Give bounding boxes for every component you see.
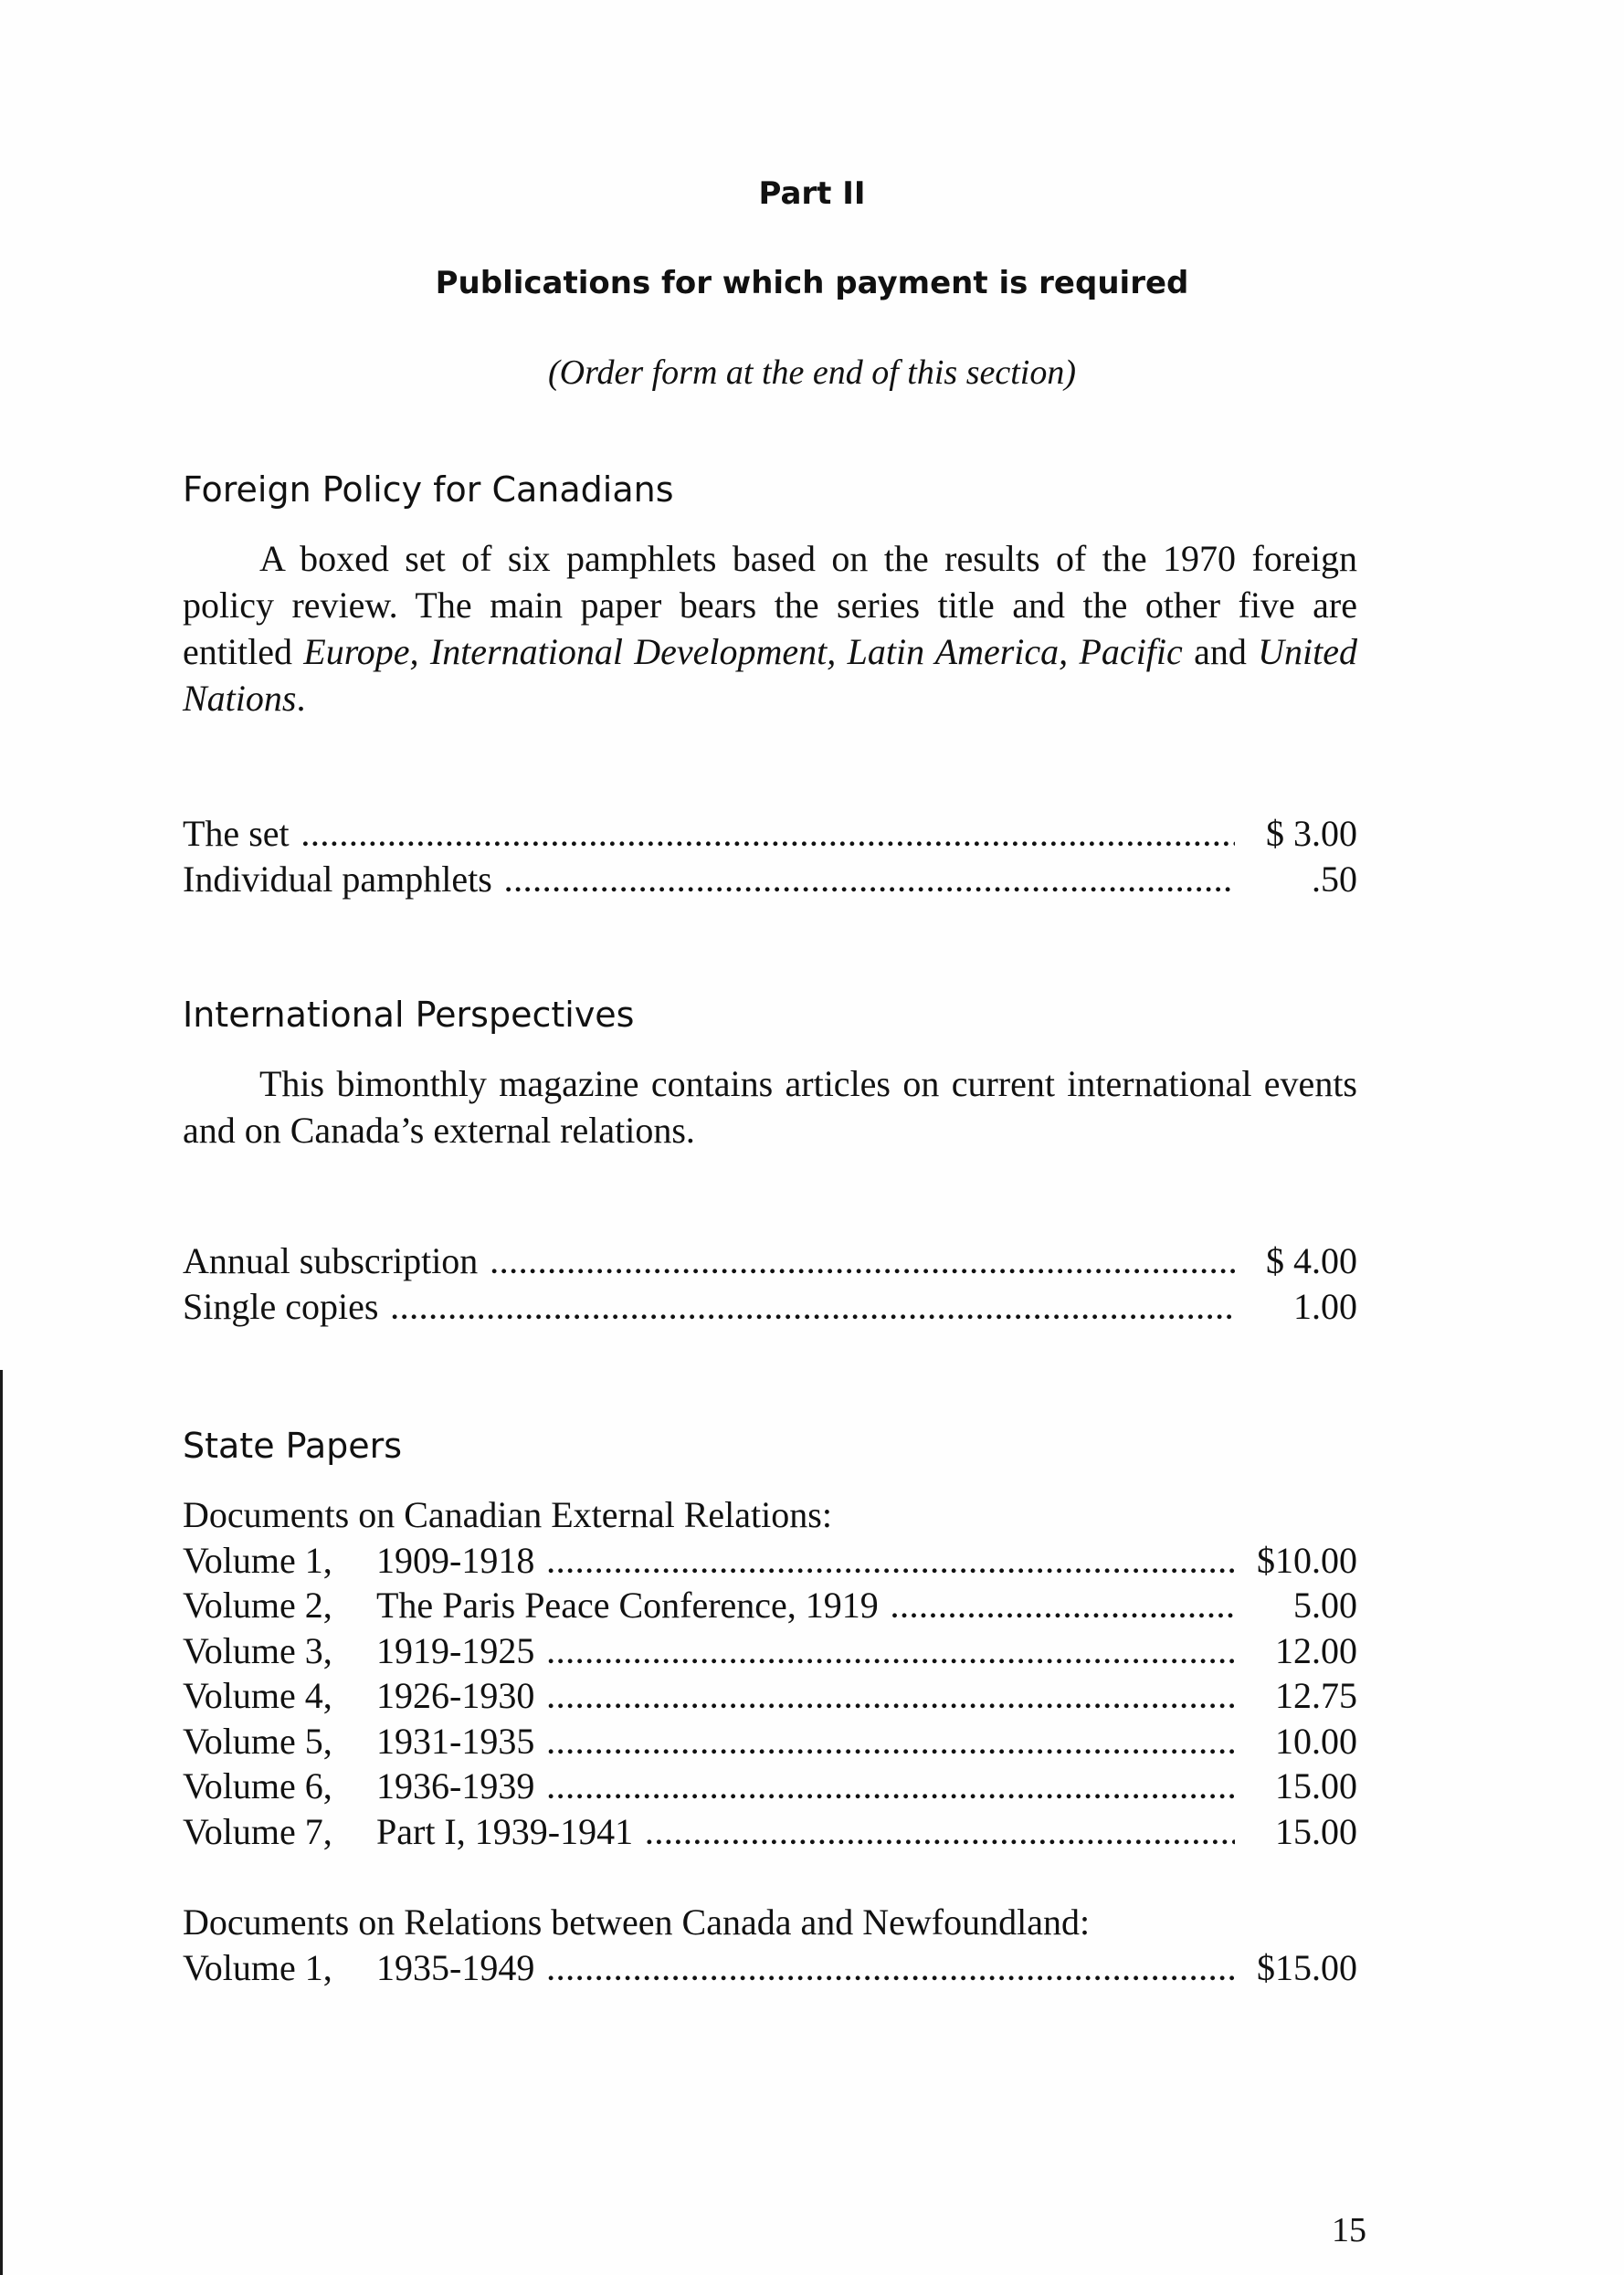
price-value: 12.75 [1275, 1675, 1357, 1716]
volume-row [183, 1628, 1357, 1674]
volume-number: Volume 1, [183, 1539, 332, 1581]
pamphlet-title-united-nations: United Nations [183, 631, 1358, 719]
dot-leader [547, 1949, 1235, 1995]
volume-row [183, 1719, 1357, 1764]
volume-row [183, 1764, 1357, 1809]
dot-leader [547, 1632, 1235, 1678]
price-value: $ 3.00 [1266, 813, 1357, 854]
volume-number: Volume 6, [183, 1765, 332, 1806]
volume-subject: 1909-1918 [376, 1539, 535, 1581]
pamphlet-title-europe: Europe, [303, 631, 419, 672]
price-label: Annual subscription [183, 1240, 479, 1281]
volume-label [183, 1809, 646, 1855]
price-label: Single copies [183, 1285, 379, 1327]
volume-label [183, 1583, 891, 1628]
volume-row [183, 1945, 1357, 1991]
section-heading-state-papers: State Papers [183, 1426, 403, 1466]
price-row [183, 857, 1357, 902]
volume-label [183, 1673, 547, 1719]
price-value: 1.00 [1293, 1285, 1357, 1327]
description-text: A boxed set of six pamphlets based on the results of the 1970 foreign policy review. The main paper bears the series title and the other five are entitled [183, 538, 1357, 672]
volume-row [183, 1673, 1357, 1719]
international-perspectives-price-list [183, 1238, 1357, 1329]
international-perspectives-description: This bimonthly magazine contains articles on current international events and on Canada’s external relations. [183, 1063, 1357, 1151]
external-relations-list [183, 1492, 1357, 1854]
price-value: 5.00 [1293, 1585, 1357, 1626]
price-row [183, 811, 1357, 857]
volume-number: Volume 7, [183, 1810, 332, 1852]
dot-leader [547, 1542, 1235, 1587]
price-value: .50 [1312, 858, 1357, 900]
dot-leader [505, 860, 1235, 906]
volume-label [183, 1628, 547, 1674]
volume-subject: 1935-1949 [376, 1946, 535, 1988]
volume-number: Volume 4, [183, 1675, 332, 1716]
volume-row [183, 1809, 1357, 1855]
page-number: 15 [1332, 2211, 1366, 2249]
price-label: The set [183, 813, 290, 854]
volume-subject: 1919-1925 [376, 1629, 535, 1671]
dot-leader [547, 1767, 1235, 1813]
dot-leader [391, 1288, 1235, 1333]
volume-subject: The Paris Peace Conference, 1919 [376, 1585, 879, 1626]
volume-subject: 1936-1939 [376, 1765, 535, 1806]
volume-subject: 1926-1930 [376, 1675, 535, 1716]
price-row [183, 1238, 1357, 1284]
price-value: 15.00 [1275, 1810, 1357, 1852]
dot-leader [490, 1242, 1235, 1288]
volume-label [183, 1538, 547, 1584]
dot-leader [547, 1677, 1235, 1722]
order-form-note: (Order form at the end of this section) [547, 353, 1076, 392]
list-heading-external-relations: Documents on Canadian External Relations: [183, 1494, 832, 1535]
price-value: $10.00 [1257, 1539, 1357, 1581]
volume-subject: Part I, 1939-1941 [376, 1810, 634, 1852]
volume-number: Volume 1, [183, 1946, 332, 1988]
foreign-policy-price-list [183, 811, 1357, 901]
list-heading-newfoundland: Documents on Relations between Canada and Newfoundland: [183, 1901, 1091, 1943]
sentence-end: . [296, 678, 306, 719]
price-row [183, 1284, 1357, 1330]
conjunction: and [1194, 631, 1247, 672]
newfoundland-list [183, 1900, 1357, 1990]
page-edge-shadow [0, 1370, 3, 2275]
price-label: Individual pamphlets [183, 858, 492, 900]
volume-label [183, 1764, 547, 1809]
dot-leader [302, 815, 1235, 860]
volume-number: Volume 2, [183, 1585, 332, 1626]
price-value: $15.00 [1257, 1946, 1357, 1988]
part-heading: Part II [758, 175, 866, 212]
price-value: 10.00 [1275, 1720, 1357, 1762]
price-value: 15.00 [1275, 1765, 1357, 1806]
volume-number: Volume 5, [183, 1720, 332, 1762]
foreign-policy-description [183, 535, 1357, 721]
dot-leader [891, 1586, 1235, 1632]
page-title: Publications for which payment is required [435, 265, 1189, 301]
pamphlet-title-latin-america: Latin America, [847, 631, 1069, 672]
volume-label [183, 1945, 547, 1991]
volume-row [183, 1538, 1357, 1584]
price-value: 12.00 [1275, 1629, 1357, 1671]
volume-row [183, 1583, 1357, 1628]
pamphlet-title-pacific: Pacific [1079, 631, 1183, 672]
volume-number: Volume 3, [183, 1629, 332, 1671]
price-value: $ 4.00 [1266, 1240, 1357, 1281]
pamphlet-title-international-development: International Development, [429, 631, 837, 672]
volume-subject: 1931-1935 [376, 1720, 535, 1762]
section-heading-foreign-policy: Foreign Policy for Canadians [183, 469, 674, 510]
section-heading-international-perspectives: International Perspectives [183, 995, 635, 1035]
volume-label [183, 1719, 547, 1764]
dot-leader [646, 1813, 1235, 1859]
dot-leader [547, 1722, 1235, 1768]
